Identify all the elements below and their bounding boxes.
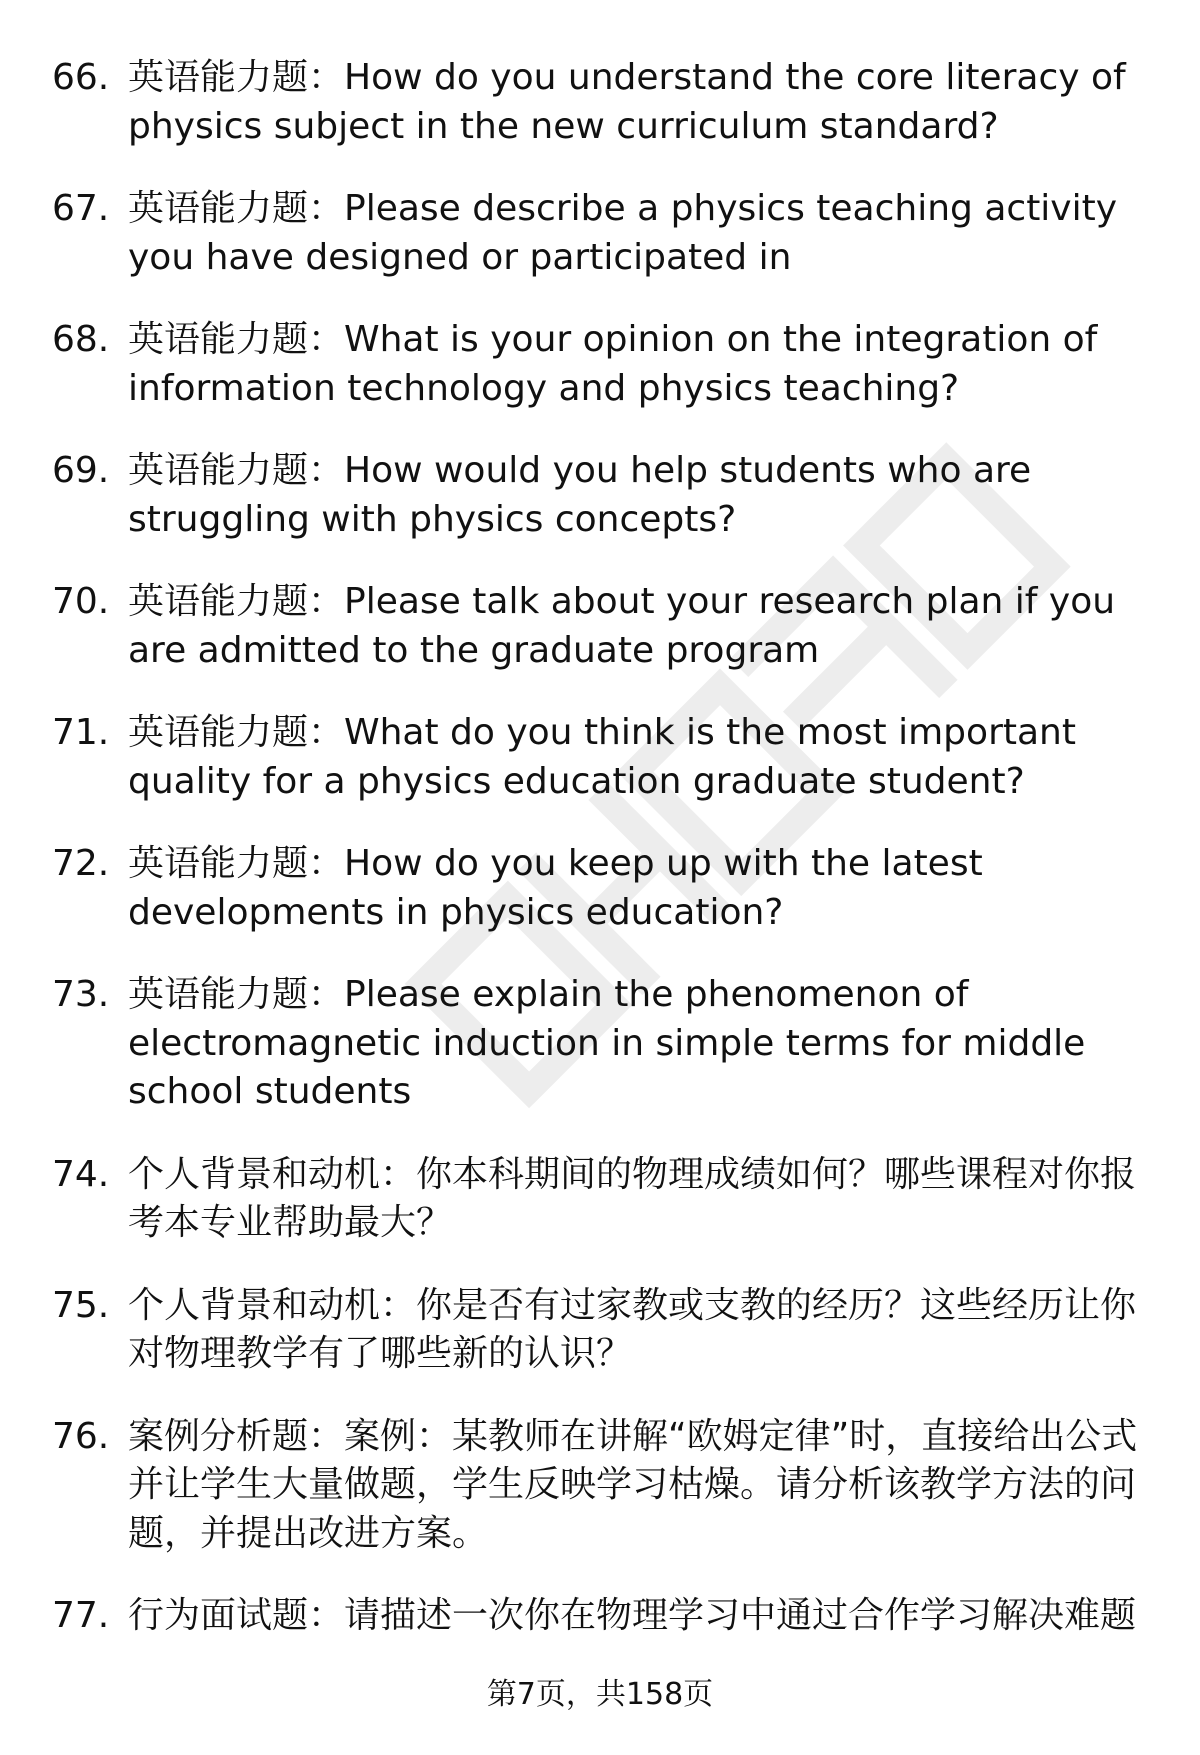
question-item — [0, 709, 1200, 806]
question-item — [0, 578, 1200, 675]
question-item — [0, 185, 1200, 282]
question-text: 案例分析题：案例：某教师在讲解“欧姆定律”时，直接给出公式并让学生大量做题，学生反映学习枯燥。请分析该教学方法的问题，并提出改进方案。 — [128, 1415, 1138, 1554]
question-item — [0, 54, 1200, 151]
page-footer — [0, 1675, 1200, 1715]
question-text: 英语能力题：Please explain the phenomenon of electromagnetic induction in simple terms for middle school students — [128, 974, 1086, 1112]
question-number: 66. — [52, 57, 110, 98]
question-text: 英语能力题：How do you keep up with the latest developments in physics education? — [128, 843, 983, 933]
question-number: 75. — [52, 1284, 110, 1326]
question-text: 个人背景和动机：你是否有过家教或支教的经历？这些经历让你对物理教学有了哪些新的认识？ — [128, 1284, 1137, 1374]
question-item — [0, 1282, 1200, 1379]
question-item — [0, 1592, 1200, 1641]
question-item — [0, 840, 1200, 937]
question-text: 个人背景和动机：你本科期间的物理成绩如何？哪些课程对你报考本专业帮助最大？ — [128, 1153, 1137, 1243]
question-item — [0, 447, 1200, 544]
question-list — [0, 54, 1200, 1675]
question-number: 73. — [52, 974, 110, 1015]
question-number: 76. — [52, 1415, 110, 1457]
question-number: 71. — [52, 712, 110, 753]
question-number: 72. — [52, 843, 110, 884]
question-item — [0, 316, 1200, 413]
question-item — [0, 1151, 1200, 1248]
question-number: 70. — [52, 581, 110, 622]
question-number: 74. — [52, 1153, 110, 1195]
page-number-label: 第7页，共158页 — [486, 1677, 714, 1712]
question-number: 77. — [52, 1595, 110, 1636]
question-number: 69. — [52, 450, 110, 491]
question-text: 英语能力题：What is your opinion on the integration of information technology and physics teaching? — [128, 319, 1098, 409]
question-text: 英语能力题：Please talk about your research plan if you are admitted to the graduate program — [128, 581, 1116, 671]
question-text: 英语能力题：Please describe a physics teaching activity you have designed or participated in — [128, 188, 1118, 278]
question-item — [0, 971, 1200, 1117]
question-number: 68. — [52, 319, 110, 360]
question-text: 英语能力题：How would you help students who are struggling with physics concepts? — [128, 450, 1032, 540]
question-item — [0, 1413, 1200, 1559]
question-text: 英语能力题：How do you understand the core literacy of physics subject in the new curriculum standard? — [128, 57, 1126, 147]
question-text: 行为面试题：请描述一次你在物理学习中通过合作学习解决难题 — [128, 1595, 1137, 1636]
question-number: 67. — [52, 188, 110, 229]
question-text: 英语能力题：What do you think is the most important quality for a physics education graduate student? — [128, 712, 1076, 802]
